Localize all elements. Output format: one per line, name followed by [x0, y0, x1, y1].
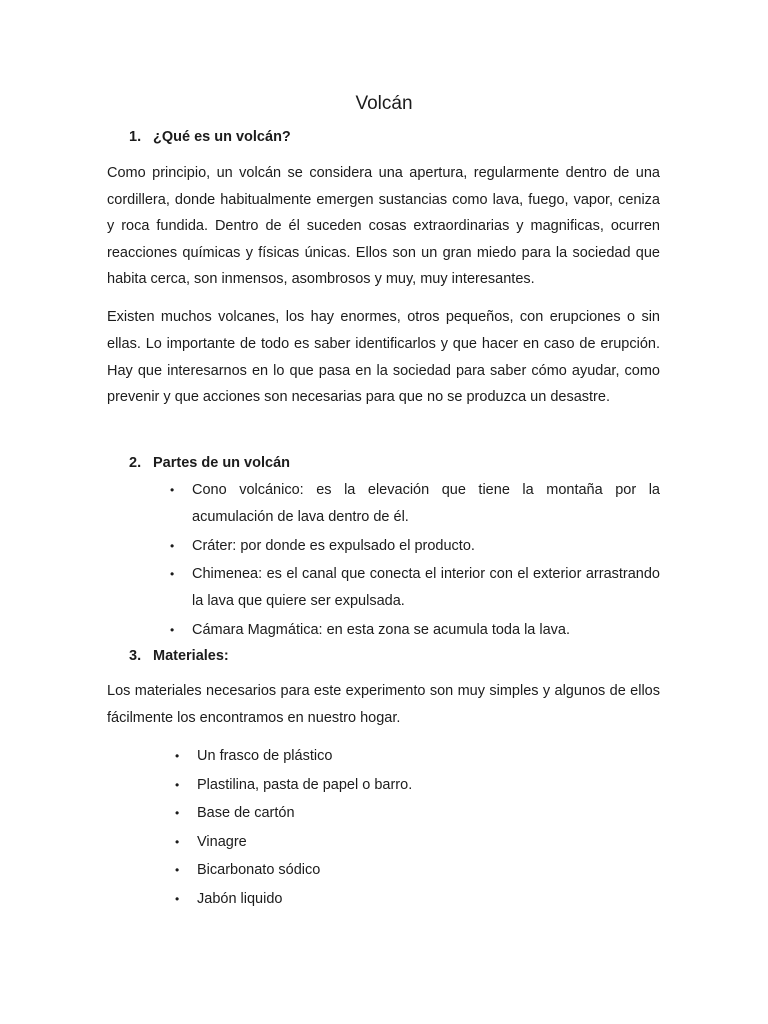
bullet-icon: •	[175, 891, 180, 906]
paragraph-many-volcanoes: Existen muchos volcanes, los hay enormes, otros pequeños, con erupciones o sin ellas. Lo importante de todo es saber identificarlos y que hacer en caso de erupción. Hay que interesarnos en lo que pasa en la sociedad para saber cómo ayudar, como prevenir y que acciones son necesarias para que no se produzca un desastre.	[107, 309, 660, 406]
list-item	[170, 533, 660, 560]
section-heading-3	[129, 647, 229, 665]
section-heading-text: Materiales:	[153, 648, 229, 664]
materials-list	[175, 742, 575, 914]
paragraph-what-is-volcano: Como principio, un volcán se considera una apertura, regularmente dentro de una cordillera, donde habitualmente emergen sustancias como lava, fuego, vapor, ceniza y roca fundida. Dentro de él suceden cosas extraordinarias y magnificas, ocurren reacciones químicas y físicas únicas. Ellos son un gran miedo para la sociedad que habita cerca, son inmensos, asombrosos y muy, muy interesantes.	[107, 165, 660, 288]
list-item	[175, 799, 575, 828]
section-heading-1	[129, 128, 291, 146]
list-item-text: Cráter: por donde es expulsado el producto.	[192, 537, 475, 554]
list-item-text: Jabón liquido	[197, 890, 283, 907]
list-item	[170, 617, 660, 644]
section-number: 2.	[129, 455, 142, 471]
list-item	[175, 771, 575, 800]
section-number: 3.	[129, 648, 142, 664]
section-heading-text: Partes de un volcán	[153, 455, 290, 471]
list-item	[175, 885, 575, 914]
list-item	[170, 561, 660, 615]
list-item	[175, 828, 575, 857]
list-item-text: Base de cartón	[197, 805, 295, 822]
list-item	[170, 477, 660, 531]
list-item-text: Cámara Magmática: en esta zona se acumula toda la lava.	[192, 621, 571, 638]
list-item-text: Bicarbonato sódico	[197, 862, 321, 879]
bullet-icon: •	[175, 834, 180, 849]
list-item-text: Cono volcánico: es la elevación que tiene la montaña por la acumulación de lava dentro de él.	[192, 482, 660, 525]
bullet-icon: •	[170, 567, 175, 581]
bullet-icon: •	[175, 863, 180, 878]
section-heading-2	[129, 454, 290, 472]
bullet-icon: •	[170, 538, 175, 553]
bullet-icon: •	[170, 622, 175, 637]
section-heading-text: ¿Qué es un volcán?	[153, 129, 291, 145]
list-item-text: Chimenea: es el canal que conecta el interior con el exterior arrastrando la lava que quiere ser expulsada.	[192, 566, 660, 609]
list-item	[175, 856, 575, 885]
paragraph-materials: Los materiales necesarios para este experimento son muy simples y algunos de ellos fácilmente los encontramos en nuestro hogar.	[107, 683, 660, 726]
section-number: 1.	[129, 129, 142, 145]
bullet-icon: •	[170, 483, 175, 497]
list-item-text: Plastilina, pasta de papel o barro.	[197, 776, 413, 793]
list-item-text: Un frasco de plástico	[197, 748, 333, 764]
list-item-text: Vinagre	[197, 833, 247, 850]
bullet-icon: •	[175, 749, 180, 763]
document-title: Volcán	[355, 93, 413, 114]
volcano-parts-list	[170, 477, 660, 645]
list-item	[175, 742, 575, 771]
bullet-icon: •	[175, 777, 180, 792]
bullet-icon: •	[175, 806, 180, 821]
